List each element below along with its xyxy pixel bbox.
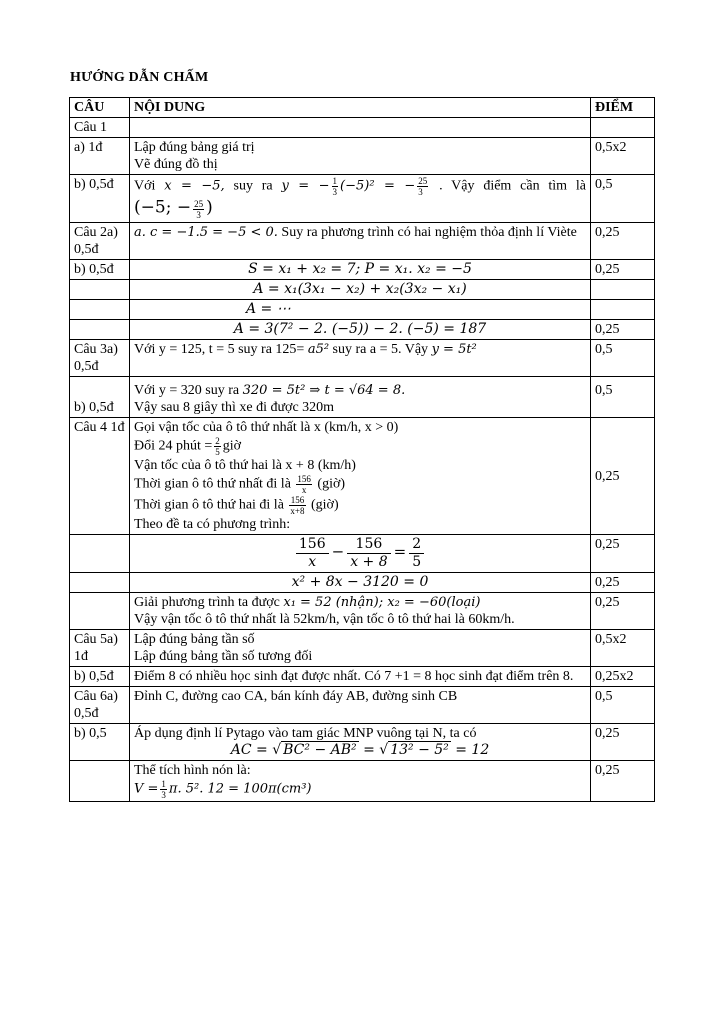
table-row	[70, 724, 655, 761]
score-cell: 0,25	[591, 573, 655, 593]
equation: x² + 8x − 3120 = 0	[130, 573, 591, 593]
question-label: b) 0,5đ	[70, 260, 130, 280]
table-row	[70, 761, 655, 802]
header-score: ĐIỂM	[591, 98, 655, 118]
table-row	[70, 260, 655, 280]
score-cell: 0,5	[591, 687, 655, 724]
question-label: b) 0,5	[70, 724, 130, 761]
answer-content: a. c = −1.5 = −5 < 0. Suy ra phương trình có hai nghiệm thỏa định lí Viète	[130, 223, 591, 260]
question-label: a) 1đ	[70, 138, 130, 175]
equation: A = x₁(3x₁ − x₂) + x₂(3x₂ − x₁)	[130, 280, 591, 300]
equation: S = x₁ + x₂ = 7; P = x₁. x₂ = −5	[130, 260, 591, 280]
table-row	[70, 377, 655, 418]
table-row	[70, 340, 655, 377]
score-cell: 0,5	[591, 377, 655, 418]
table-row	[70, 418, 655, 535]
score-cell: 0,25	[591, 535, 655, 573]
score-cell: 0,25	[591, 761, 655, 802]
question-label: b) 0,5đ	[70, 667, 130, 687]
equation: A = ⋯	[130, 300, 591, 320]
fraction: $\frac{156}{x}$	[297, 474, 311, 495]
table-row	[70, 300, 655, 320]
table-row	[70, 138, 655, 175]
table-row	[70, 667, 655, 687]
header-question: CÂU	[70, 98, 130, 118]
table-row	[70, 175, 655, 223]
fraction: $\frac{156}{x+8}$	[290, 495, 305, 516]
question-label: Câu 5a) 1đ	[70, 630, 130, 667]
fraction: $\frac{2}{5}$	[215, 436, 220, 457]
score-cell: 0,25	[591, 320, 655, 340]
table-row	[70, 280, 655, 300]
grading-table	[69, 97, 655, 802]
answer-content: Đỉnh C, đường cao CA, bán kính đáy AB, đường sinh CB	[130, 687, 591, 724]
page-title: HƯỚNG DẪN CHẤM	[70, 70, 209, 85]
fraction: $\frac{1}{3}$	[332, 176, 338, 197]
header-content: NỘI DUNG	[130, 98, 591, 118]
answer-content: Gọi vận tốc của ô tô thứ nhất là x (km/h, x > 0) Đổi 24 phút = $\frac{2}{5}$ giờ Vận tốc của ô tô thứ hai là x + 8 (km/h) Thời gian ô tô thứ nhất đi là $\frac{156}{x}$ (giờ) Thời gian ô tô thứ hai đi là $\frac{156}{x+8}$ (giờ) Theo đề ta có phương trình:	[130, 418, 591, 535]
score-cell: 0,5x2	[591, 138, 655, 175]
score-cell: 0,25	[591, 593, 655, 630]
answer-content: Áp dụng định lí Pytago vào tam giác MNP vuông tại N, ta có AC = √ BC² − AB² = √ 13² − 5² = 12	[130, 724, 591, 761]
answer-content: Thể tích hình nón là: V = $\frac{1}{3}$ π. 5². 12 = 100π(cm³)	[130, 761, 591, 802]
question-label: Câu 6a) 0,5đ	[70, 687, 130, 724]
fraction: $\frac{25}{3}$	[418, 176, 428, 197]
answer-content: Với x = −5, suy ra y = − $\frac{1}{3}$ (−5)² = − $\frac{25}{3}$ . Vậy điểm cần tìm là (−5; − $\frac{25}{3}$ )	[130, 175, 591, 223]
question-label: Câu 3a) 0,5đ	[70, 340, 130, 377]
answer-content: Điểm 8 có nhiều học sinh đạt được nhất. Có 7 +1 = 8 học sinh đạt điểm trên 8.	[130, 667, 591, 687]
score-cell: 0,25	[591, 418, 655, 535]
answer-content: Giải phương trình ta được x₁ = 52 (nhận); x₂ = −60(loại) Vậy vận tốc ô tô thứ nhất là 52km/h, vận tốc ô tô thứ hai là 60km/h.	[130, 593, 591, 630]
table-row	[70, 630, 655, 667]
fraction: $\frac{1}{3}$	[161, 779, 166, 800]
score-cell: 0,25	[591, 260, 655, 280]
equation: A = 3(7² − 2. (−5)) − 2. (−5) = 187	[130, 320, 591, 340]
answer-content: Với y = 125, t = 5 suy ra 125= a5² suy ra a = 5. Vậy y = 5t²	[130, 340, 591, 377]
score-cell: 0,25x2	[591, 667, 655, 687]
answer-content: Với y = 320 suy ra 320 = 5t² ⇒ t = √64 = 8. Vậy sau 8 giây thì xe đi được 320m	[130, 377, 591, 418]
answer-content: Lập đúng bảng tần số Lập đúng bảng tần số tương đối	[130, 630, 591, 667]
table-row	[70, 687, 655, 724]
answer-content: Lập đúng bảng giá trị Vẽ đúng đồ thị	[130, 138, 591, 175]
table-row	[70, 535, 655, 573]
score-cell: 0,5	[591, 175, 655, 223]
equation: $\frac{156}{x}$ − $\frac{156}{x + 8}$ = $\frac{2}{5}$	[130, 535, 591, 573]
score-cell: 0,25	[591, 223, 655, 260]
table-row	[70, 118, 655, 138]
table-row	[70, 223, 655, 260]
question-label: Câu 4 1đ	[70, 418, 130, 535]
score-cell: 0,25	[591, 724, 655, 761]
score-cell: 0,5	[591, 340, 655, 377]
table-row	[70, 593, 655, 630]
score-cell: 0,5x2	[591, 630, 655, 667]
question-label: b) 0,5đ	[70, 175, 130, 223]
question-label: b) 0,5đ	[70, 377, 130, 418]
table-row	[70, 320, 655, 340]
table-row	[70, 573, 655, 593]
fraction: $\frac{25}{3}$	[194, 199, 204, 220]
question-label: Câu 2a) 0,5đ	[70, 223, 130, 260]
header-row	[70, 98, 655, 118]
question-label: Câu 1	[70, 118, 130, 138]
